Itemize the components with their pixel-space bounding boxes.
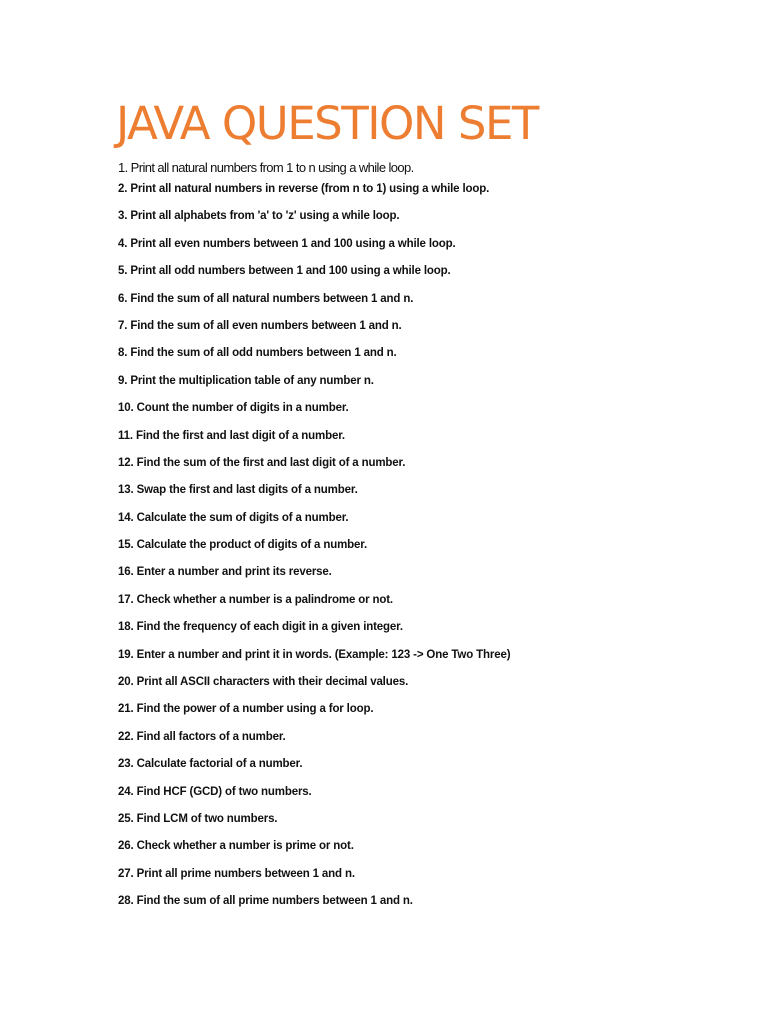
question-item: 19. Enter a number and print it in words. (Example: 123 -> One Two Three): [118, 648, 511, 661]
question-item: 10. Count the number of digits in a number.: [118, 402, 349, 415]
question-list: [118, 179, 510, 919]
question-item: 12. Find the sum of the first and last digit of a number.: [118, 456, 406, 469]
question-item: 7. Find the sum of all even numbers between 1 and n.: [118, 319, 402, 332]
question-item: 27. Print all prime numbers between 1 and n.: [118, 867, 355, 880]
question-item: 17. Check whether a number is a palindrome or not.: [118, 593, 393, 606]
question-item: 15. Calculate the product of digits of a number.: [118, 539, 368, 552]
question-item: 13. Swap the first and last digits of a number.: [118, 484, 358, 497]
question-item: 20. Print all ASCII characters with their decimal values.: [118, 676, 409, 689]
question-item: 26. Check whether a number is prime or not.: [118, 840, 354, 853]
question-item: 18. Find the frequency of each digit in a given integer.: [118, 621, 403, 634]
question-item: 8. Find the sum of all odd numbers between 1 and n.: [118, 347, 397, 360]
question-item: 16. Enter a number and print its reverse.: [118, 566, 332, 579]
question-item: 9. Print the multiplication table of any number n.: [118, 374, 374, 387]
question-item: 11. Find the first and last digit of a number.: [118, 429, 345, 442]
question-item: 6. Find the sum of all natural numbers between 1 and n.: [118, 292, 414, 305]
question-item: 5. Print all odd numbers between 1 and 100 using a while loop.: [118, 265, 451, 278]
question-item: 4. Print all even numbers between 1 and 100 using a while loop.: [118, 237, 456, 250]
question-item: 28. Find the sum of all prime numbers between 1 and n.: [118, 895, 413, 908]
question-item: 25. Find LCM of two numbers.: [118, 812, 278, 825]
question-item: 23. Calculate factorial of a number.: [118, 758, 303, 771]
question-item: 22. Find all factors of a number.: [118, 730, 286, 743]
question-item: 14. Calculate the sum of digits of a number.: [118, 511, 349, 524]
question-item: 21. Find the power of a number using a for loop.: [118, 703, 374, 716]
question-item: 1. Print all natural numbers from 1 to n using a while loop.: [118, 160, 414, 175]
question-item: 24. Find HCF (GCD) of two numbers.: [118, 785, 312, 798]
question-item: 2. Print all natural numbers in reverse (from n to 1) using a while loop.: [118, 183, 490, 195]
question-item: 3. Print all alphabets from 'a' to 'z' using a while loop.: [118, 210, 400, 223]
document-title: JAVA QUESTION SET: [116, 97, 538, 150]
